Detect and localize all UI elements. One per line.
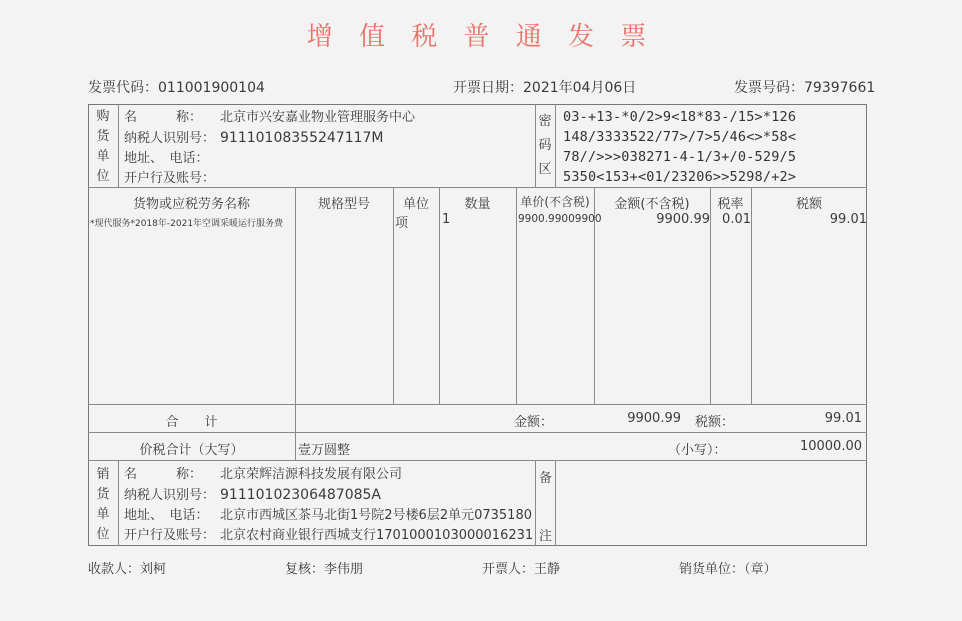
divider-cipher-side bbox=[555, 104, 556, 187]
footer-reviewer: 复核：李伟朋 bbox=[285, 562, 364, 577]
invoice-code bbox=[88, 77, 265, 97]
item-rate: 0.01 bbox=[722, 212, 751, 227]
item-amount: 9900.99 bbox=[656, 212, 710, 227]
item-unit: 项 bbox=[395, 216, 409, 231]
header-name: 货物或应税劳务名称 bbox=[132, 197, 250, 212]
remark-label-top: 备 bbox=[539, 471, 553, 486]
cipher-text bbox=[563, 107, 796, 187]
divider-seller-side bbox=[118, 460, 119, 546]
grand-words: 壹万圆整 bbox=[298, 443, 351, 458]
seller-side-label: 销 货 单 位 bbox=[96, 467, 110, 542]
seller-taxid-row: 纳税人识别号： 91110102306487085A bbox=[124, 487, 381, 503]
divider-totals-bottom bbox=[88, 432, 867, 433]
buyer-addr-row: 地址、 电话： bbox=[124, 151, 209, 166]
seller-bank: 北京农村商业银行西城支行1701000103000016231 bbox=[220, 528, 534, 543]
buyer-name: 北京市兴安嘉业物业管理服务中心 bbox=[220, 110, 416, 125]
totals-amount: 9900.99 bbox=[627, 411, 681, 426]
footer-seller-stamp: 销货单位：（章） bbox=[679, 562, 777, 577]
header-qty: 数量 bbox=[464, 197, 491, 212]
cipher-line: 78//>>>038271-4-1/3+/0-529/5 bbox=[563, 149, 797, 165]
seller-name-row: 名 称： 北京荣辉洁源科技发展有限公司 bbox=[124, 467, 403, 482]
totals-tax: 99.01 bbox=[824, 411, 862, 426]
divider-grand-bottom bbox=[88, 460, 867, 461]
buyer-fields bbox=[124, 108, 415, 189]
divider-buyer-side bbox=[118, 104, 119, 187]
buyer-taxid-row: 纳税人识别号： 91110108355247117M bbox=[124, 130, 384, 146]
footer-payee: 收款人：刘柯 bbox=[88, 562, 167, 577]
invoice-date bbox=[453, 77, 636, 97]
invoice-title: 增 值 税 普 通 发 票 bbox=[306, 22, 656, 52]
header-amount: 金额(不含税) bbox=[614, 197, 690, 212]
remark-label-bottom: 注 bbox=[539, 529, 553, 544]
invoice-number bbox=[734, 77, 875, 97]
cipher-side-label: 密 码 区 bbox=[538, 114, 552, 177]
seller-bank-row: 开户行及账号： 北京农村商业银行西城支行1701000103000016231 bbox=[124, 528, 534, 543]
seller-name: 北京荣辉洁源科技发展有限公司 bbox=[220, 467, 403, 482]
cipher-line: 5350<153+<01/23206>>5298/+2> bbox=[563, 169, 797, 185]
invoice-date-label: 开票日期： bbox=[453, 80, 523, 96]
item-tax: 99.01 bbox=[829, 212, 867, 227]
reviewer-value: 李伟朋 bbox=[324, 562, 364, 577]
invoice-code-value: 011001900104 bbox=[158, 80, 265, 96]
payee-value: 刘柯 bbox=[140, 562, 167, 577]
seller-addr-row: 地址、 电话： 北京市西城区茶马北街1号院2号楼6层2单元0735180 bbox=[124, 508, 532, 523]
item-price: 9900.99009900 bbox=[518, 213, 602, 225]
footer-drawer: 开票人：王静 bbox=[482, 562, 561, 577]
buyer-name-row: 名 称： 北京市兴安嘉业物业管理服务中心 bbox=[124, 110, 416, 125]
grand-small-label: （小写）： bbox=[668, 443, 727, 458]
divider-seller-remark bbox=[535, 460, 536, 546]
seller-fields bbox=[124, 465, 533, 546]
totals-tax-label: 税额： bbox=[695, 415, 735, 430]
divider-col-qty bbox=[516, 187, 517, 404]
seller-taxid: 91110102306487085A bbox=[220, 487, 381, 503]
invoice-number-value: 79397661 bbox=[804, 80, 876, 96]
cipher-line: 148/3333522/77>/7>5/46<>*58< bbox=[563, 129, 797, 145]
grand-small: 10000.00 bbox=[799, 439, 862, 454]
seller-addr: 北京市西城区茶马北街1号院2号楼6层2单元0735180 bbox=[220, 508, 532, 523]
buyer-bank-row: 开户行及账号： bbox=[124, 171, 216, 186]
drawer-value: 王静 bbox=[534, 562, 561, 577]
invoice-number-label: 发票号码： bbox=[734, 80, 804, 96]
divider-col-unit bbox=[439, 187, 440, 404]
divider-remark-side bbox=[555, 460, 556, 546]
header-rate: 税率 bbox=[717, 197, 744, 212]
item-name: *现代服务*2018年-2021年空调采暖运行服务费 bbox=[90, 219, 284, 229]
header-spec: 规格型号 bbox=[317, 197, 370, 212]
grand-label: 价税合计（大写） bbox=[139, 443, 244, 458]
header-tax: 税额 bbox=[795, 197, 822, 212]
invoice-date-value: 2021年04月06日 bbox=[523, 80, 637, 96]
header-price: 单价(不含税) bbox=[520, 195, 590, 209]
divider-col-name bbox=[295, 187, 296, 460]
invoice-code-label: 发票代码： bbox=[88, 80, 158, 96]
buyer-taxid: 91110108355247117M bbox=[220, 130, 384, 146]
header-unit: 单位 bbox=[402, 197, 429, 212]
cipher-line: 03-+13-*0/2>9<18*83-/15>*126 bbox=[563, 109, 797, 125]
totals-label: 合 计 bbox=[165, 415, 218, 430]
divider-items-bottom bbox=[88, 404, 867, 405]
totals-amount-label: 金额： bbox=[514, 415, 554, 430]
divider-col-spec bbox=[393, 187, 394, 404]
seller-stamp-value: （章） bbox=[744, 562, 777, 577]
item-qty: 1 bbox=[442, 212, 451, 227]
buyer-side-label: 购 货 单 位 bbox=[96, 109, 110, 184]
